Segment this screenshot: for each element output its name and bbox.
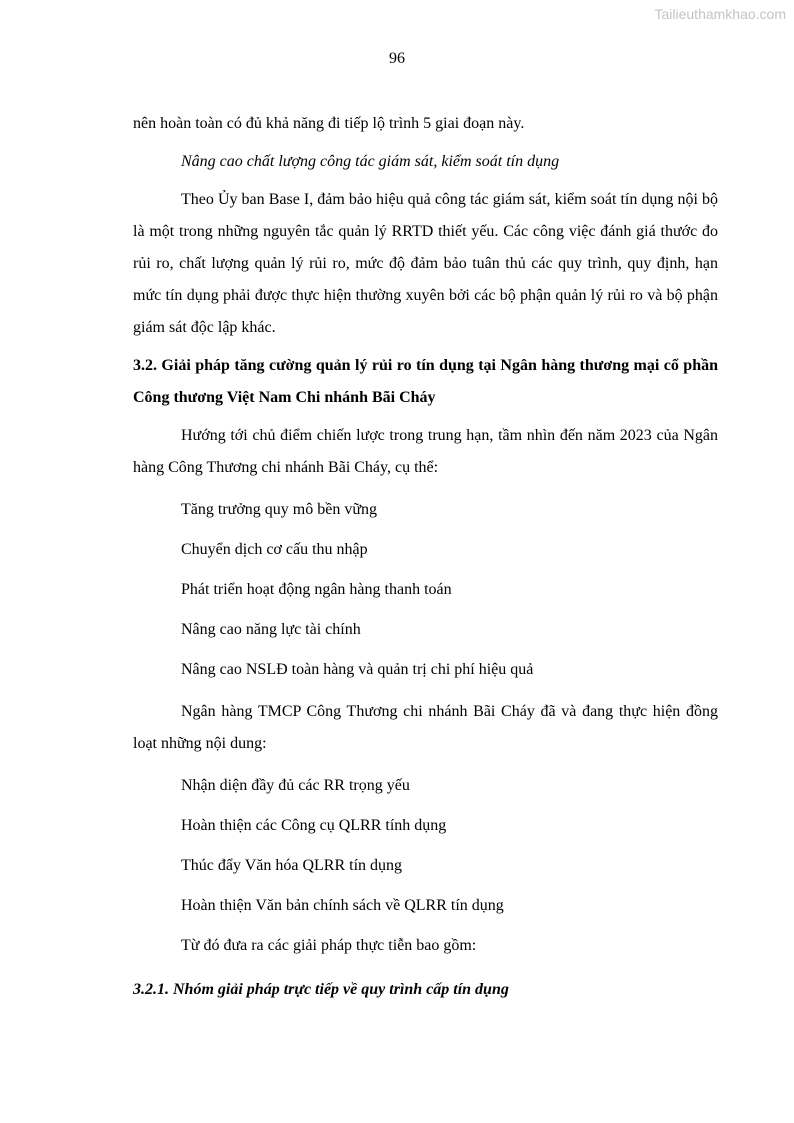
strategy-list (133, 490, 718, 690)
list-item: Chuyển dịch cơ cấu thu nhập (181, 541, 368, 558)
subsection-heading: 3.2.1. Nhóm giải pháp trực tiếp về quy trình cấp tín dụng (133, 981, 509, 998)
list-item: Nâng cao năng lực tài chính (181, 621, 361, 638)
basel-paragraph: Theo Ủy ban Base I, đảm bảo hiệu quả công tác giám sát, kiểm soát tín dụng nội bộ là một trong những nguyên tắc quản lý RRTD thiết yếu. Các công việc đánh giá thước đo rủi ro, chất lượng quản lý rủi ro, mức độ đảm bảo tuân thủ các quy trình, quy định, hạn mức tín dụng phải được thực hiện thường xuyên bởi các bộ phận quản lý rủi ro và bộ phận giám sát độc lập khác. (133, 191, 718, 336)
list-item: Thúc đẩy Văn hóa QLRR tín dụng (181, 857, 403, 874)
implementation-list (133, 766, 718, 926)
continuation-paragraph: nên hoàn toàn có đủ khả năng đi tiếp lộ trình 5 giai đoạn này. (133, 115, 525, 132)
strategy-intro-paragraph: Hướng tới chủ điểm chiến lược trong trung hạn, tầm nhìn đến năm 2023 của Ngân hàng Công Thương chi nhánh Bãi Cháy, cụ thể: (133, 427, 718, 476)
list-item: Nâng cao NSLĐ toàn hàng và quản trị chi phí hiệu quả (181, 661, 534, 678)
list-item: Tăng trưởng quy mô bền vững (181, 501, 377, 518)
solutions-intro-paragraph: Từ đó đưa ra các giải pháp thực tiễn bao gồm: (181, 937, 477, 954)
list-item: Phát triển hoạt động ngân hàng thanh toán (181, 581, 452, 598)
list-item: Nhận diện đầy đủ các RR trọng yếu (181, 777, 410, 794)
section-heading: 3.2. Giải pháp tăng cường quản lý rủi ro tín dụng tại Ngân hàng thương mại cổ phần Công thương Việt Nam Chi nhánh Bãi Cháy (133, 357, 718, 406)
watermark: Tailieuthamkhao.com (654, 6, 786, 22)
implementation-intro-paragraph: Ngân hàng TMCP Công Thương chi nhánh Bãi Cháy đã và đang thực hiện đồng loạt những nội dung: (133, 703, 718, 752)
page-number: 96 (389, 50, 405, 67)
document-body (133, 108, 718, 1010)
italic-subheading: Nâng cao chất lượng công tác giám sát, kiểm soát tín dụng (181, 153, 560, 170)
list-item: Hoàn thiện Văn bản chính sách về QLRR tín dụng (181, 897, 504, 914)
list-item: Hoàn thiện các Công cụ QLRR tính dụng (181, 817, 447, 834)
